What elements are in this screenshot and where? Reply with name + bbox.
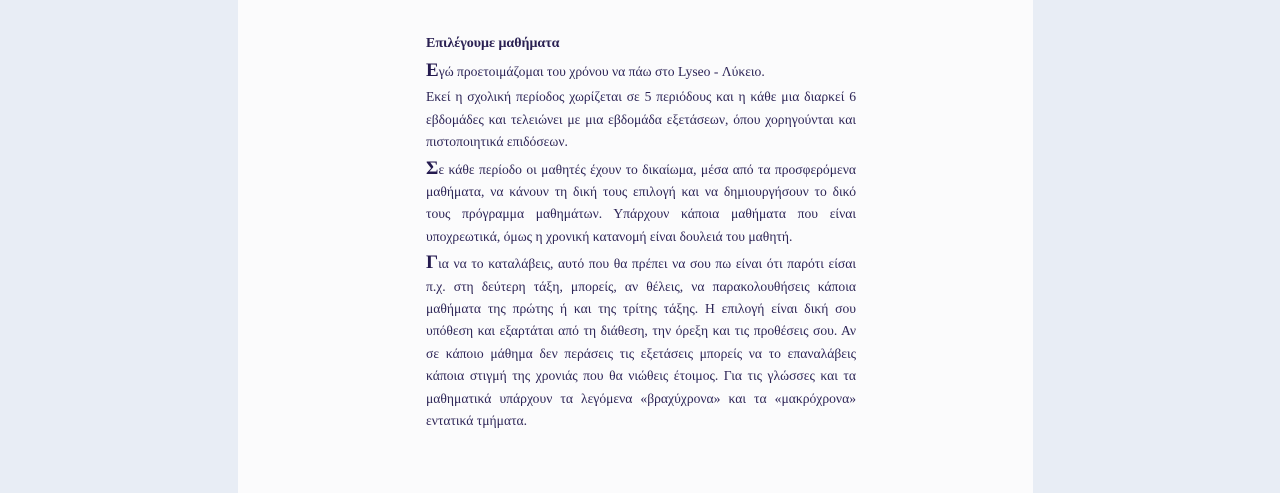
paragraph-course-choice bbox=[426, 158, 856, 249]
paragraph-school-periods bbox=[426, 86, 856, 153]
paragraph-intro bbox=[426, 60, 856, 83]
paragraph-explanation-initial: Γ bbox=[426, 252, 439, 274]
document-title: Επιλέγουμε μαθήματα bbox=[426, 36, 560, 51]
paragraph-intro-text: γώ προετοιμάζομαι του χρόνου να πάω στο Lyseo - Λύκειο. bbox=[438, 64, 765, 79]
paragraph-intro-initial: Ε bbox=[426, 60, 439, 81]
document-text-column bbox=[426, 33, 856, 437]
paragraph-course-choice-initial: Σ bbox=[426, 157, 439, 179]
paragraph-explanation bbox=[426, 252, 856, 432]
paragraph-explanation-text: ια να το καταλάβεις, αυτό που θα πρέπει να σου πω είναι ότι παρότι είσαι π.χ. στη δεύτερη τάξη, μπορείς, αν θέλεις, να παρακολουθήσεις κάποια μαθήματα της πρώτης ή και της τρίτης τάξης. Η επιλογή είναι δική σου υπόθεση και εξαρτάται από τη διάθεση, την όρεξη και τις προθέσεις σου. Αν σε κάποιο μάθημα δεν περάσεις τις εξετάσεις μπορείς να το επαναλάβεις κάποια στιγμή της χρονιάς που θα νιώθεις έτοιμος. Για τις γλώσσες και τα μαθηματικά υπάρχουν τα λεγόμενα «βραχύχρονα» και τα «μακρόχρονα» εντατικά τμήματα. bbox=[426, 256, 856, 429]
paragraph-course-choice-text: ε κάθε περίοδο οι μαθητές έχουν το δικαίωμα, μέσα από τα προσφερόμενα μαθήματα, να κάνουν τη δική τους επιλογή και να δημιουργήσουν το δικό τους πρόγραμμα μαθημάτων. Υπάρχουν κάποια μαθήματα που είναι υποχρεωτικά, όμως η χρονική κατανομή είναι δουλειά του μαθητή. bbox=[426, 161, 856, 244]
paragraph-school-periods-text: Εκεί η σχολική περίοδος χωρίζεται σε 5 περιόδους και η κάθε μια διαρκεί 6 εβδομάδες και τελειώνει με μια εβδομάδα εξετάσεων, όπου χορηγούνται και πιστοποιητικά επιδόσεων. bbox=[426, 89, 856, 150]
